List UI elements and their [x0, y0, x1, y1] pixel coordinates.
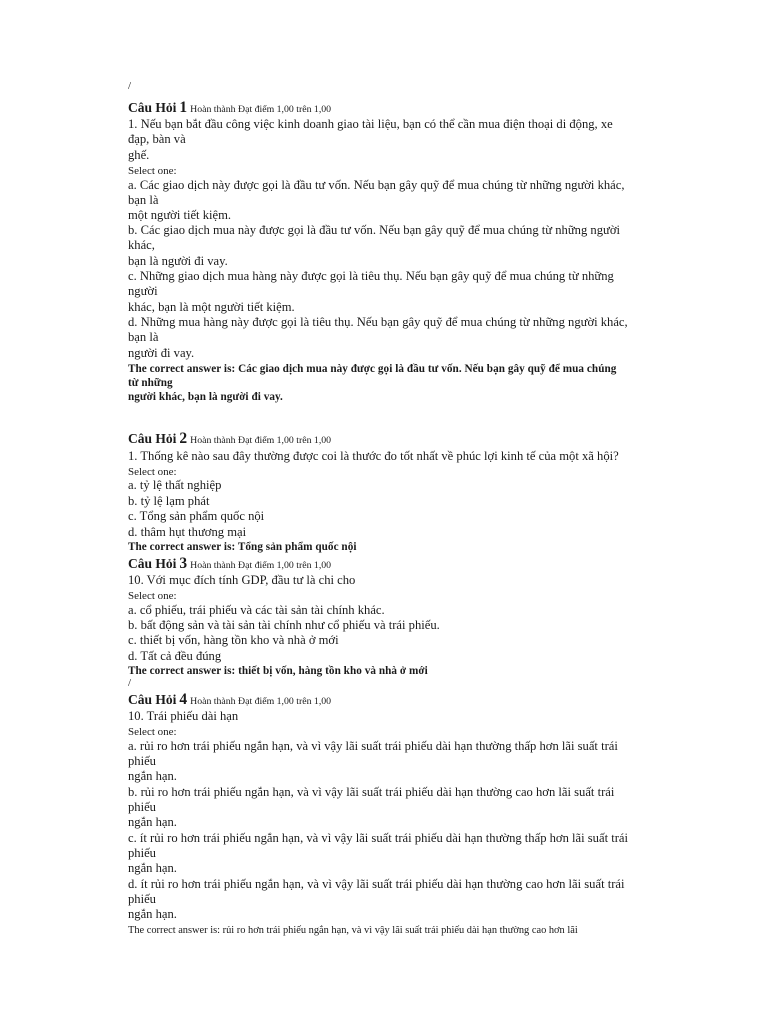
question-3-heading	[128, 556, 331, 573]
option-a: ngắn hạn.	[128, 769, 177, 783]
option-d: ngắn hạn.	[128, 907, 177, 921]
correct-answer: The correct answer is: rủi ro hơn trái phiếu ngắn hạn, và vì vậy lãi suất trái phiếu dài hạn thường cao hơn lãi	[128, 925, 578, 936]
option-b: b. Các giao dịch mua này được gọi là đầu tư vốn. Nếu bạn gây quỹ để mua chúng từ những người	[128, 223, 620, 237]
option-a: a. tỷ lệ thất nghiệp	[128, 478, 222, 492]
select-one-label: Select one:	[128, 590, 177, 602]
slash-mark: /	[128, 677, 132, 689]
select-one-label: Select one:	[128, 165, 177, 177]
option-d: d. Tất cả đều đúng	[128, 649, 222, 663]
question-number: 3	[179, 555, 188, 572]
select-one-label: Select one:	[128, 466, 177, 478]
option-a: phiếu	[128, 754, 156, 768]
option-b: b. rủi ro hơn trái phiếu ngắn hạn, và vì vậy lãi suất trái phiếu dài hạn thường cao hơn lãi suất trái	[128, 785, 615, 799]
option-d: phiếu	[128, 892, 156, 906]
option-b: b. bất động sản và tài sản tài chính như cổ phiếu và trái phiếu.	[128, 618, 440, 632]
question-text: ghế.	[128, 148, 150, 162]
option-d: người đi vay.	[128, 346, 195, 360]
question-number: 1	[179, 99, 188, 116]
option-a: một người tiết kiệm.	[128, 208, 232, 222]
correct-answer: The correct answer is: Tổng sản phẩm quốc nội	[128, 541, 357, 553]
option-a: a. rủi ro hơn trái phiếu ngắn hạn, và vì vậy lãi suất trái phiếu dài hạn thường thấp hơn lãi suất trái	[128, 739, 618, 753]
question-number: 2	[179, 430, 188, 447]
option-a: a. cổ phiếu, trái phiếu và các tài sản tài chính khác.	[128, 603, 385, 617]
option-b: ngắn hạn.	[128, 815, 177, 829]
option-b: bạn là người đi vay.	[128, 254, 228, 268]
correct-answer: người khác, bạn là người đi vay.	[128, 391, 283, 403]
question-text: đạp, bàn và	[128, 132, 186, 146]
option-c: khác, bạn là một người tiết kiệm.	[128, 300, 295, 314]
question-text: 1. Nếu bạn bắt đầu công việc kinh doanh giao tài liệu, bạn có thể cần mua điện thoại di động, xe	[128, 117, 613, 131]
question-status: Hoàn thành Đạt điểm 1,00 trên 1,00	[190, 104, 332, 115]
question-4-heading	[128, 692, 331, 709]
option-c: phiếu	[128, 846, 156, 860]
select-one-label: Select one:	[128, 726, 177, 738]
question-label: Câu Hỏi	[128, 692, 177, 707]
question-label: Câu Hỏi	[128, 556, 177, 571]
correct-answer: The correct answer is: Các giao dịch mua này được gọi là đầu tư vốn. Nếu bạn gây quỹ để mua chúng	[128, 363, 617, 375]
question-1-heading	[128, 100, 331, 117]
question-status: Hoàn thành Đạt điểm 1,00 trên 1,00	[190, 435, 332, 446]
option-c: ngắn hạn.	[128, 861, 177, 875]
correct-answer: The correct answer is: thiết bị vốn, hàng tồn kho và nhà ở mới	[128, 665, 428, 677]
option-a: a. Các giao dịch này được gọi là đầu tư vốn. Nếu bạn gây quỹ để mua chúng từ những người khác,	[128, 178, 625, 192]
question-status: Hoàn thành Đạt điểm 1,00 trên 1,00	[190, 696, 332, 707]
option-a: bạn là	[128, 193, 159, 207]
question-label: Câu Hỏi	[128, 100, 177, 115]
question-number: 4	[179, 691, 188, 708]
question-status: Hoàn thành Đạt điểm 1,00 trên 1,00	[190, 560, 332, 571]
option-d: d. thâm hụt thương mại	[128, 525, 247, 539]
option-c: c. Những giao dịch mua hàng này được gọi là tiêu thụ. Nếu bạn gây quỹ để mua chúng từ những	[128, 269, 614, 283]
option-d: d. Những mua hàng này được gọi là tiêu thụ. Nếu bạn gây quỹ để mua chúng từ những người khác,	[128, 315, 628, 329]
question-label: Câu Hỏi	[128, 431, 177, 446]
question-text: 10. Trái phiếu dài hạn	[128, 709, 239, 723]
option-c: c. Tổng sản phẩm quốc nội	[128, 509, 265, 523]
option-d: d. ít rủi ro hơn trái phiếu ngắn hạn, và vì vậy lãi suất trái phiếu dài hạn thường cao hơn lãi suất trái	[128, 877, 625, 891]
slash-mark: /	[128, 80, 132, 92]
option-d: bạn là	[128, 330, 159, 344]
question-text: 10. Với mục đích tính GDP, đầu tư là chi cho	[128, 573, 356, 587]
option-b: khác,	[128, 238, 155, 252]
option-b: phiếu	[128, 800, 156, 814]
option-c: c. thiết bị vốn, hàng tồn kho và nhà ở mới	[128, 633, 339, 647]
option-b: b. tỷ lệ lạm phát	[128, 494, 210, 508]
question-2-heading	[128, 431, 331, 448]
option-c: người	[128, 284, 158, 298]
option-c: c. ít rủi ro hơn trái phiếu ngắn hạn, và vì vậy lãi suất trái phiếu dài hạn thường thấp hơn lãi suất trái	[128, 831, 628, 845]
correct-answer: từ những	[128, 377, 173, 389]
question-text: 1. Thống kê nào sau đây thường được coi là thước đo tốt nhất về phúc lợi kinh tế của một xã hội?	[128, 449, 619, 463]
